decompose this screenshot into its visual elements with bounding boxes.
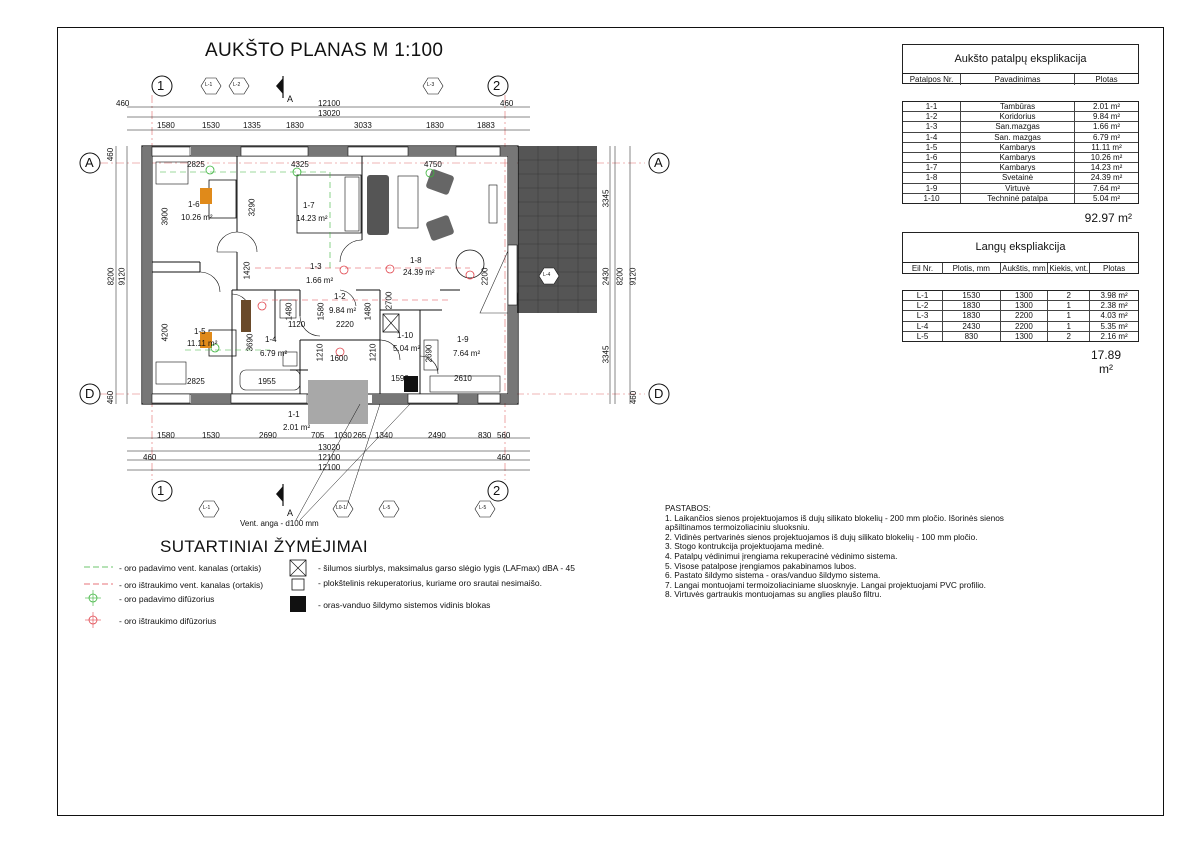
dim-text: 2430 (601, 267, 611, 286)
dim-text: 1335 (243, 121, 261, 130)
rooms-table-caption: Aukšto patalpų eksplikacija (903, 45, 1138, 74)
window-tag: L-2 (233, 82, 241, 88)
dim-text: 13020 (318, 443, 341, 452)
legend-heat-pump: - šilumos siurblys, maksimalus garso slėgio lygis (LAFmax) dBA - 45 (318, 563, 575, 573)
note-line: 3. Stogo kontrukcija projektuojama medinė. (665, 541, 825, 552)
cell: Virtuvė (961, 184, 1075, 193)
room-id: 1-9 (457, 335, 469, 344)
dim-text: 8200 (615, 267, 625, 286)
header-cell: Eil Nr. (903, 263, 943, 274)
dim-text: 1590 (391, 374, 409, 383)
cell: 1 (1048, 301, 1090, 310)
header-cell: Pavadinimas (961, 74, 1075, 85)
dim-text: 460 (143, 453, 157, 462)
cell: 1 (1048, 311, 1090, 320)
header-cell: Plotas (1103, 264, 1126, 273)
cell: 9.84 m² (1092, 112, 1121, 122)
room-id: 1-1 (288, 410, 300, 419)
room-area: 10.26 m² (181, 213, 213, 222)
dim-text: 460 (116, 99, 130, 108)
dim-text: 1420 (242, 261, 252, 280)
dim-text: 460 (106, 390, 116, 405)
axis-label-a-right: A (654, 155, 663, 170)
cell: 1-1 (903, 102, 961, 111)
room-area: 14.23 m² (296, 214, 328, 223)
windows-table-header (903, 263, 1138, 274)
dim-text: 3345 (601, 189, 611, 208)
table-row (903, 163, 1138, 173)
cell: 14.23 m² (1090, 163, 1123, 173)
table-row (903, 122, 1138, 132)
window-tag: L-1 (205, 82, 213, 88)
cell: Svetainė (961, 173, 1075, 182)
header-cell: Kiekis, vnt. (1048, 263, 1090, 274)
dim-text: 830 (478, 431, 492, 440)
room-id: 1-4 (265, 335, 277, 344)
cell: Kambarys (961, 153, 1075, 162)
cell: 1-8 (903, 173, 961, 182)
windows-total: 17.89 (1090, 348, 1122, 362)
rooms-table-body (902, 101, 1139, 204)
cell: 1-3 (903, 122, 961, 131)
table-row (903, 112, 1138, 122)
cell: L-2 (903, 301, 943, 310)
cell: San.mazgas (961, 122, 1075, 131)
dim-text: 2825 (187, 377, 205, 386)
dim-text: 265 (353, 431, 367, 440)
dim-text: 3900 (160, 207, 170, 226)
table-row (903, 143, 1138, 153)
notes-title: PASTABOS: (665, 503, 711, 513)
axis-label-2-top: 2 (493, 78, 501, 93)
window-tag: L-3 (427, 82, 435, 88)
dim-text: 2690 (259, 431, 277, 440)
windows-total-unit: m² (1099, 362, 1113, 376)
table-row (903, 184, 1138, 194)
axis-label-2-bottom: 2 (493, 483, 501, 498)
dim-text: 13020 (318, 109, 341, 118)
window-tag: L-5 (479, 505, 487, 511)
note-line: 5. Visose patalpose įrengiamos pakabinamos lubos. (665, 560, 857, 571)
legend-supply-diffuser: - oro padavimo difūzorius (119, 594, 215, 604)
axis-label-1-bottom: 1 (157, 483, 165, 498)
cell: 1300 (1001, 291, 1049, 300)
dim-text: 8200 (106, 267, 116, 286)
cell: 2 (1048, 291, 1090, 300)
dim-text: 4750 (424, 160, 442, 169)
cell: 3.98 m² (1100, 291, 1128, 300)
cell: 1-9 (903, 184, 961, 193)
dim-text: 3690 (245, 333, 255, 352)
axis-label-a-left: A (85, 155, 94, 170)
window-tag: L-4 (543, 272, 551, 278)
cell: 5.35 m² (1100, 321, 1128, 331)
cell: 1-6 (903, 153, 961, 162)
dim-text: 1210 (368, 343, 378, 362)
room-id: 1-6 (188, 200, 200, 209)
table-row (903, 153, 1138, 163)
rooms-table (902, 44, 1139, 84)
dim-text: 460 (106, 147, 116, 162)
dim-text: 2690 (424, 344, 434, 363)
note-line: 7. Langai montuojami termoizoliaciniame sluosknyje. Langai projektuojami PVC profilio. (665, 579, 986, 590)
vent-label: Vent. anga - d100 mm (240, 519, 319, 528)
table-row (903, 311, 1138, 321)
table-row (903, 332, 1138, 341)
table-row (903, 291, 1138, 301)
cell: San. mazgas (961, 133, 1075, 142)
cell: L-4 (903, 322, 943, 331)
room-id: 1-10 (397, 331, 414, 340)
room-area: 2.01 m² (283, 423, 311, 432)
dim-text: 4200 (160, 323, 170, 342)
dim-text: 705 (311, 431, 325, 440)
window-tag: L-5 (383, 505, 391, 511)
room-id: 1-3 (310, 262, 322, 271)
cell: 1.66 m² (1092, 122, 1121, 132)
legend-exhaust-diffuser: - oro ištraukimo difūzorius (119, 616, 217, 626)
header-cell: Aukštis, mm (1001, 263, 1049, 274)
dim-text: 560 (497, 431, 511, 440)
dim-text: 1955 (258, 377, 276, 386)
dim-text: 1830 (286, 121, 304, 130)
cell: Techninė patalpa (961, 194, 1075, 203)
windows-table-caption: Langų ekspliakcija (903, 233, 1138, 263)
dim-text: 1530 (202, 431, 220, 440)
legend-exhaust-duct: - oro ištraukimo vent. kanalas (ortakis) (119, 580, 264, 590)
cell: 2200 (1001, 322, 1049, 331)
room-area: 6.79 m² (260, 349, 288, 358)
dim-text: 1340 (375, 431, 393, 440)
cell: 11.11 m² (1091, 142, 1122, 152)
cell: 1 (1048, 322, 1090, 331)
dim-text: 12100 (318, 463, 341, 472)
dim-text: 1830 (426, 121, 444, 130)
table-row (903, 133, 1138, 143)
dim-text: 1580 (157, 121, 175, 130)
cell: 1-5 (903, 143, 961, 152)
rooms-table-header (903, 74, 1138, 85)
cell: 10.26 m² (1090, 152, 1123, 162)
window-tag: L-1 (203, 505, 211, 511)
room-area: 7.64 m² (453, 349, 481, 358)
room-area: 24.39 m² (403, 268, 435, 277)
cell: 830 (943, 332, 1001, 341)
dim-text: 1530 (202, 121, 220, 130)
cell: 7.64 m² (1092, 183, 1121, 193)
cell: 1-7 (903, 163, 961, 172)
dim-text: 460 (629, 390, 639, 405)
room-id: 1-2 (334, 292, 346, 301)
dim-text: 460 (500, 99, 514, 108)
note-line: 1. Laikančios sienos projektuojamos iš dujų silikato blokelių - 200 mm pločio. Išorinės sienos (665, 512, 1004, 523)
cell: 24.39 m² (1090, 173, 1123, 183)
room-area: 11.11 m² (187, 339, 218, 348)
dim-text: 2200 (480, 267, 490, 286)
cell: Kambarys (961, 143, 1075, 152)
dim-text: 3345 (601, 345, 611, 364)
header-cell: Plotas (1095, 75, 1118, 84)
dim-text: 2490 (428, 431, 446, 440)
dim-text: 9120 (117, 267, 127, 286)
rooms-total: 92.97 m² (1084, 211, 1132, 225)
dim-text: 1120 (288, 320, 306, 329)
axis-label-d-right: D (654, 386, 664, 401)
dim-text: 2220 (336, 320, 354, 329)
room-area: 5.04 m² (393, 344, 421, 353)
dim-text: 2825 (187, 160, 205, 169)
cell: 1530 (943, 291, 1001, 300)
cell: 2 (1048, 332, 1090, 341)
dim-text: 9120 (628, 267, 638, 286)
cell: 4.03 m² (1100, 311, 1128, 321)
dim-text: 1600 (330, 354, 348, 363)
note-line: 2. Vidinės pertvarinės sienos projektuojamos iš dujų silikato blokelių - 100 mm pločio. (665, 531, 978, 542)
cell: 2.16 m² (1100, 331, 1128, 341)
room-area: 9.84 m² (329, 306, 357, 315)
cell: 1-2 (903, 112, 961, 121)
room-id: 1-8 (410, 256, 422, 265)
section-label-top: A (287, 94, 294, 104)
window-tag: L0-1 (336, 505, 347, 511)
legend-indoor-unit: - oras-vanduo šildymo sistemos vidinis blokas (318, 600, 491, 610)
cell: 2200 (1001, 311, 1049, 320)
table-row (903, 322, 1138, 332)
section-label-bottom: A (287, 508, 294, 518)
room-area: 1.66 m² (306, 276, 334, 285)
windows-table (902, 232, 1139, 274)
cell: 1-4 (903, 133, 961, 142)
dim-text: 4325 (291, 160, 309, 169)
cell: Tambūras (961, 102, 1075, 111)
legend-supply-duct: - oro padavimo vent. kanalas (ortakis) (119, 563, 262, 573)
cell: 1-10 (903, 194, 961, 203)
dim-text: 12100 (318, 453, 341, 462)
dim-text: 1480 (363, 302, 373, 321)
note-line: 8. Virtuvės gartraukis montuojamas su anglies plaušo filtru. (665, 589, 882, 600)
cell: Koridorius (961, 112, 1075, 121)
dim-text: 3290 (247, 198, 257, 217)
table-row (903, 194, 1138, 203)
windows-table-body (902, 290, 1139, 342)
dim-text: 12100 (318, 99, 341, 108)
dim-text: 1030 (334, 431, 352, 440)
cell: L-3 (903, 311, 943, 320)
dim-text: 2610 (454, 374, 472, 383)
dim-text: 1580 (316, 302, 326, 321)
cell: 1830 (943, 311, 1001, 320)
dim-text: 460 (497, 453, 511, 462)
dim-text: 1210 (315, 343, 325, 362)
cell: 2430 (943, 322, 1001, 331)
cell: 2.01 m² (1092, 102, 1121, 111)
cell: 1300 (1001, 301, 1049, 310)
cell: 1830 (943, 301, 1001, 310)
header-cell: Plotis, mm (943, 263, 1001, 274)
room-id: 1-7 (303, 201, 315, 210)
cell: Kambarys (961, 163, 1075, 172)
note-line: 4. Patalpų vėdinimui įrengiama rekuperacinė vėdinimo sistema. (665, 550, 898, 561)
dim-text: 2700 (384, 291, 394, 310)
cell: L-1 (903, 291, 943, 300)
dim-text: 1480 (284, 302, 294, 321)
cell: 1300 (1001, 332, 1049, 341)
room-id: 1-5 (194, 327, 206, 336)
axis-label-1-top: 1 (157, 78, 165, 93)
cell: L-5 (903, 332, 943, 341)
legend-title: SUTARTINIAI ŽYMĖJIMAI (160, 537, 369, 556)
dim-text: 1580 (157, 431, 175, 440)
table-row (903, 173, 1138, 183)
table-row (903, 301, 1138, 311)
plan-title: AUKŠTO PLANAS M 1:100 (205, 40, 444, 61)
table-row (903, 102, 1138, 112)
note-line: apšiltinamos termoizoliaciniu sluoksniu. (665, 522, 810, 533)
cell: 2.38 m² (1100, 301, 1128, 311)
cell: 6.79 m² (1092, 132, 1121, 142)
dim-text: 1883 (477, 121, 495, 130)
dim-text: 3033 (354, 121, 372, 130)
note-line: 6. Pastato šildymo sistema - oras/vanduo šildymo sistema. (665, 570, 881, 581)
cell: 5.04 m² (1092, 193, 1121, 203)
header-cell: Patalpos Nr. (903, 74, 961, 85)
axis-label-d-left: D (85, 386, 95, 401)
legend-recuperator: - plokštelinis rekuperatorius, kuriame oro srautai nesimaišo. (318, 578, 542, 588)
notes (665, 504, 1025, 600)
